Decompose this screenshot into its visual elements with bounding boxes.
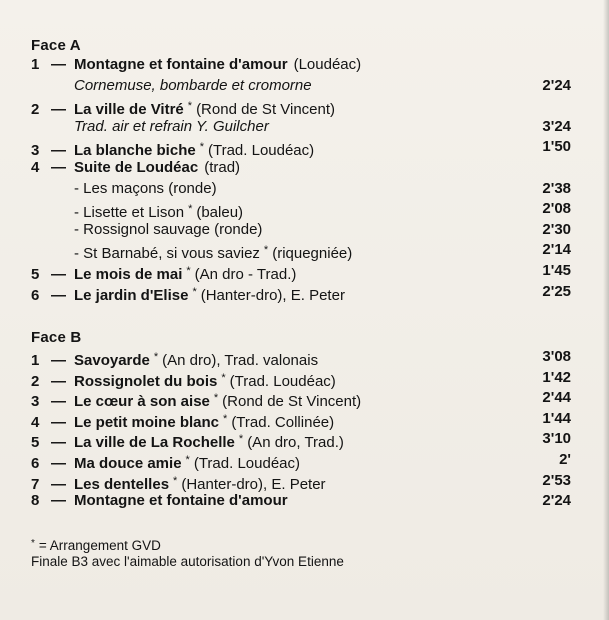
track-dash: —: [51, 393, 66, 411]
track-dash: —: [51, 266, 66, 283]
track-duration: 3'08: [542, 348, 571, 365]
track-info: (Hanter-dro), E. Peter: [200, 286, 345, 304]
face-a-heading: Face A: [31, 37, 81, 54]
track-title: Savoyarde: [74, 352, 150, 369]
track-subline: - St Barnabé, si vous saviez: [74, 245, 260, 263]
track-duration: 1'50: [542, 138, 571, 156]
track-dash: —: [51, 101, 66, 119]
footnote-credit: Finale B3 avec l'aimable autorisation d'Yvon Etienne: [31, 554, 344, 569]
track-title: Montagne et fontaine d'amour: [74, 492, 288, 510]
arrangement-star: *: [185, 454, 190, 466]
track-title: Le cœur à son aise: [74, 393, 210, 411]
track-title: La ville de Vitré: [74, 101, 184, 119]
track-number: 2: [31, 372, 40, 390]
track-duration: 2'44: [542, 389, 571, 407]
track-info: (An dro - Trad.): [194, 266, 297, 283]
arrangement-star: *: [221, 371, 226, 384]
arrangement-star: *: [186, 265, 191, 277]
track-row: [31, 471, 571, 491]
track-number: 4: [31, 413, 40, 431]
track-row: [31, 76, 571, 96]
track-duration: 2'14: [542, 241, 571, 259]
track-number: 6: [31, 455, 40, 472]
track-dash: —: [51, 475, 66, 493]
track-dash: —: [51, 286, 66, 304]
track-title: Le mois de mai: [74, 266, 183, 283]
track-title: La ville de La Rochelle: [74, 434, 235, 452]
track-duration: 1'45: [542, 262, 571, 279]
track-number: 2: [31, 101, 40, 119]
track-row: [31, 368, 571, 388]
arrangement-star: *: [238, 433, 244, 446]
track-subline-info: (baleu): [196, 204, 244, 222]
track-row: [31, 158, 571, 178]
track-number: 7: [31, 475, 40, 493]
track-title: Rossignolet du bois: [74, 372, 218, 390]
footnote-arrangement: [31, 535, 161, 555]
track-title: Montagne et fontaine d'amour: [74, 56, 288, 73]
track-subline: Trad. air et refrain Y. Guilcher: [74, 117, 269, 135]
track-title: Suite de Loudéac: [74, 159, 199, 176]
arrangement-star: *: [199, 141, 204, 154]
track-row: [31, 199, 571, 222]
track-row: [31, 240, 571, 263]
track-dash: —: [51, 56, 66, 73]
track-title: Les dentelles: [74, 475, 170, 493]
track-info: (An dro, Trad.): [247, 434, 344, 452]
track-duration: 3'10: [542, 430, 571, 448]
track-duration: 2': [559, 451, 571, 468]
track-row: [31, 388, 571, 411]
track-info: (Trad. Loudéac): [207, 142, 315, 160]
track-dash: —: [51, 492, 66, 510]
track-row: [31, 409, 571, 429]
track-info: (Hanter-dro), E. Peter: [181, 475, 326, 493]
track-dash: —: [51, 413, 66, 431]
arrangement-star: *: [192, 285, 197, 298]
track-row: [31, 117, 571, 137]
track-title: Ma douce amie: [74, 455, 182, 472]
track-duration: 2'24: [542, 76, 571, 94]
track-number: 3: [31, 393, 40, 411]
track-row: [31, 450, 571, 470]
page-edge-shadow: [603, 0, 609, 620]
track-duration: 2'25: [542, 282, 571, 300]
track-dash: —: [51, 372, 66, 390]
track-row: [31, 429, 571, 452]
footnote-star: *: [31, 538, 35, 549]
footnote-arrangement-text: = Arrangement GVD: [38, 538, 161, 553]
arrangement-star: *: [173, 474, 178, 487]
track-dash: —: [51, 142, 66, 160]
track-duration: 3'24: [542, 117, 571, 135]
track-duration: 1'44: [542, 409, 571, 427]
track-info: (An dro), Trad. valonais: [162, 352, 319, 369]
track-row: [31, 55, 571, 75]
track-dash: —: [51, 159, 66, 176]
track-number: 1: [31, 352, 40, 369]
track-subline: - Rossignol sauvage (ronde): [74, 220, 263, 238]
track-duration: 2'53: [542, 471, 571, 489]
arrangement-star: *: [223, 412, 228, 425]
track-number: 4: [31, 159, 40, 176]
track-subline: - Les maçons (ronde): [74, 179, 217, 197]
track-dash: —: [51, 434, 66, 452]
arrangement-star: *: [188, 203, 193, 216]
track-row: [31, 282, 571, 302]
track-duration: 2'24: [542, 492, 571, 510]
track-subline-info: (riquegniée): [272, 245, 353, 263]
track-info: (Rond de St Vincent): [222, 393, 362, 411]
track-number: 5: [31, 434, 40, 452]
track-number: 1: [31, 56, 40, 73]
track-duration: 2'38: [542, 179, 571, 197]
track-duration: 1'42: [542, 368, 571, 386]
track-duration: 2'08: [542, 200, 571, 218]
arrangement-star: *: [187, 100, 193, 113]
track-row: [31, 137, 571, 160]
face-b-heading: Face B: [31, 329, 82, 346]
track-info: (Trad. Collinée): [231, 413, 335, 431]
track-row: [31, 96, 571, 119]
track-number: 3: [31, 142, 40, 160]
track-info: (Trad. Loudéac): [229, 372, 336, 390]
track-number: 8: [31, 492, 40, 510]
arrangement-star: *: [213, 392, 219, 405]
arrangement-star: *: [263, 244, 269, 257]
track-subline: Cornemuse, bombarde et cromorne: [74, 76, 312, 94]
track-title: Le jardin d'Elise: [74, 286, 189, 304]
track-row: [31, 347, 571, 367]
track-title: Le petit moine blanc: [74, 413, 220, 431]
track-number: 5: [31, 266, 40, 283]
track-dash: —: [51, 352, 66, 369]
track-title: La blanche biche: [74, 142, 196, 160]
track-duration: 2'30: [542, 220, 571, 238]
track-subline: - Lisette et Lison: [74, 204, 185, 222]
track-row: [31, 261, 571, 281]
track-number: 6: [31, 286, 40, 304]
track-info: (Trad. Loudéac): [193, 455, 300, 472]
arrangement-star: *: [153, 351, 159, 363]
track-row: [31, 179, 571, 199]
track-info: (Rond de St Vincent): [196, 101, 336, 119]
track-dash: —: [51, 455, 66, 472]
track-row: [31, 491, 571, 511]
track-info: (Loudéac): [293, 56, 362, 73]
track-row: [31, 220, 571, 240]
track-info: (trad): [204, 159, 241, 176]
